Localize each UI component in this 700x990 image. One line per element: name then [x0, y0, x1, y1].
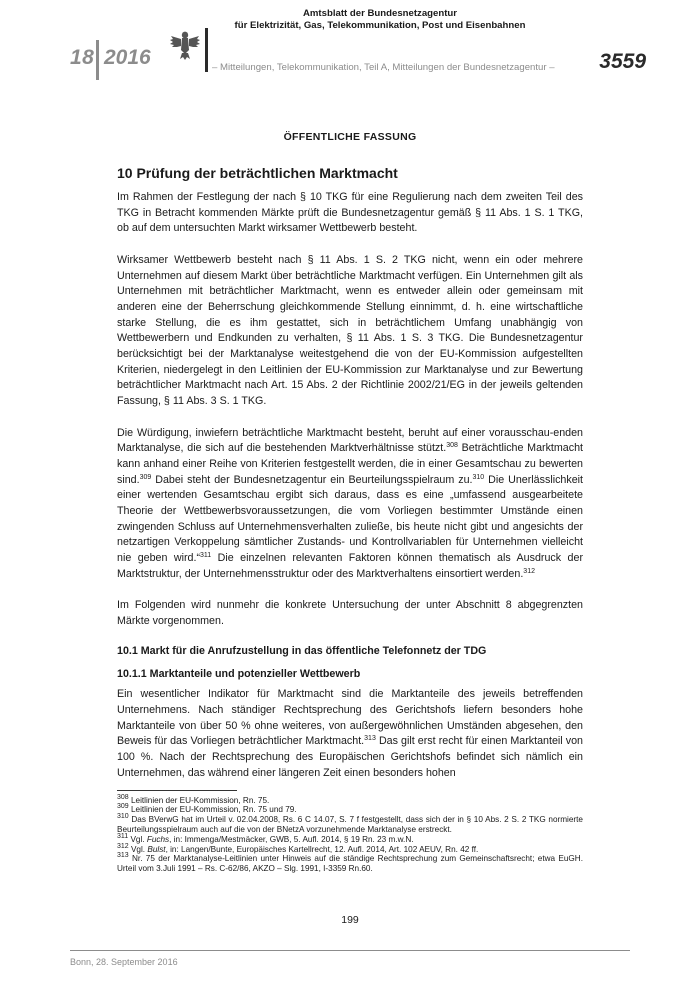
footnote-ref: 309: [139, 473, 152, 481]
issue-year: 2016: [104, 46, 151, 69]
footnote: $^{312}$ Vgl. Bulst, in: Langen/Bunte, Europäisches Kartellrecht, 12. Aufl. 2014, Art. 102 AEUV, Rn. 42 ff.: [117, 842, 479, 854]
footnote-ref: 308: [446, 442, 458, 450]
footnote-ref: 312: [523, 567, 535, 575]
publication-title: Amtsblatt der Bundesnetzagentur: [302, 8, 458, 19]
footnote-ref: 311: [200, 552, 212, 560]
paragraph-4: Im Folgenden wird nunmehr die konkrete Untersuchung der unter Abschnitt 8 abgegrenzten Märkte vorgenommen.: [117, 599, 583, 627]
gazette-page-number: 3559: [599, 50, 646, 73]
section-heading: 10 Prüfung der beträchtlichen Marktmacht: [117, 165, 398, 181]
footnote: $^{313}$ Nr. 75 der Marktanalyse-Leitlinien unter Hinweis auf die ständige Rechtsprechung zum Gemeinschaftsrecht; etwa EuGH. Urteil vom 3.Juli 1991 – Rs. C-62/86, AKZO – Slg. 1991, I-3359 Rn.60.: [117, 852, 583, 874]
footnote-ref: 310: [472, 473, 485, 481]
paragraph-2: Wirksamer Wettbewerb besteht nach § 11 Abs. 1 S. 2 TKG nicht, wenn ein oder mehrere Unternehmen auf diesem Markt über beträchtliche Marktmacht verfügen. Ein Unternehmen gilt als Unternehmen mit beträchtlicher Marktmacht, wenn es entweder allein oder gemeinsam mit anderen eine der Beherrschung gleichkommende Stellung einnimmt, d. h. eine wirtschaftliche starke Stellung, die es ihm gestattet, sich in beträchtlichem Umfang unabhängig von Wettbewerbern und Endkunden zu verhalten, § 11 Abs. 1 S. 3 TKG. Die Bundesnetzagentur berücksichtigt bei der Marktanalyse weitestgehend die von der EU-Kommission aufgestellten Kriterien, niedergelegt in den Leitlinien der EU-Kommission zur Marktanalyse und zur Bewertung beträchtlicher Marktmacht nach Art. 15 Abs. 2 der Richtlinie 2002/21/EG in der jeweils geltenden Fassung, § 11 Abs. 3 S. 1 TKG.: [117, 253, 583, 408]
footnote-separator: [117, 790, 237, 791]
version-label: ÖFFENTLICHE FASSUNG: [283, 131, 417, 143]
footnote: $^{308}$ Leitlinien der EU-Kommission, Rn. 75.: [117, 793, 270, 805]
paragraph-5: Ein wesentlicher Indikator für Marktmacht sind die Marktanteile des jeweils betreffenden Unternehmens. Nach ständiger Rechtsprechung des Gerichtshofs liefern besonders hohe Marktanteile von über 50 % ohne weiteres, von außergewöhnlichen Umständen abgesehen, den Beweis für das Vorliegen beträchtlicher Marktmacht.$^{313}$ Das gilt erst recht für einen Marktanteil von 100 %. Nach der Rechtsprechung des Europäischen Gerichtshofs befindet sich nämlich ein Unternehmen, das während einer längeren Zeit einen besonders hohen: [117, 688, 583, 779]
footer-date: Bonn, 28. September 2016: [70, 957, 178, 967]
subsubsection-heading: 10.1.1 Marktanteile und potenzieller Wettbewerb: [117, 668, 361, 681]
footnote: $^{309}$ Leitlinien der EU-Kommission, Rn. 75 und 79.: [117, 803, 297, 815]
page-number: 199: [341, 914, 359, 926]
footnote: $^{310}$ Das BVerwG hat im Urteil v. 02.04.2008, Rs. 6 C 14.07, S. 7 f festgestellt, dass sich der in § 10 Abs. 2 S. 2 TKG normierte Beurteilungsspielraum auch auf die von der BNetzA vorzunehmende Marktanalyse erstreckt.: [117, 813, 583, 834]
footnote-ref: 313: [364, 735, 376, 743]
publication-subtitle: für Elektrizität, Gas, Telekommunikation, Post und Eisenbahnen: [234, 20, 526, 31]
footnotes: [117, 793, 583, 874]
footer-rule: [70, 950, 630, 951]
subsection-heading: 10.1 Markt für die Anrufzustellung in das öffentliche Telefonnetz der TDG: [117, 645, 487, 658]
header-divider-dark: [205, 28, 208, 72]
paragraph-1: Im Rahmen der Festlegung der nach § 10 TKG für eine Regulierung nach dem zweiten Teil des TKG in Betracht kommenden Märkte prüft die Bundesnetzagentur gemäß § 11 Abs. 1 S. 1 TKG, ob auf dem untersuchten Markt wirksamer Wettbewerb besteht.: [117, 191, 583, 235]
section-subtitle: – Mitteilungen, Telekommunikation, Teil A, Mitteilungen der Bundesnetzagentur –: [212, 62, 555, 73]
footnote: $^{311}$ Vgl. Fuchs, in: Immenga/Mestmäcker, GWB, 5. Aufl. 2014, § 19 Rn. 23 m.w.N.: [117, 832, 414, 844]
header-divider: [96, 40, 99, 80]
paragraph-3: Die Würdigung, inwiefern beträchtliche Marktmacht besteht, beruht auf einer vorausschau-enden Marktanalyse, die sich auf die bestehenden Marktverhältnisse stützt.$^{308}$ Beträchtliche Marktmacht kann anhand einer Reihe von Kriterien festgestellt werden, die in einer Gesamtschau zu bewerten sind.$^{309}$ Dabei steht der Bundesnetzagentur ein Beurteilungsspielraum zu.$^{310}$ Die Unerlässlichkeit einer wertenden Gesamtschau ergibt sich daraus, dass es eine „umfassend ausgearbeitete Theorie der Wettbewerbsvoraussetzungen, die vom Vorliegen bestimmter Umstände einen zwingenden Schluss auf Unternehmensverhalten zuließe, bis heute nicht gibt und angesichts der netzartigen Verkoppelung sämtlicher Zustands- und Kontrollvariablen für Unternehmen vielleicht nie geben wird.“$^{311}$ Die einzelnen relevanten Faktoren können thematisch als Ausdruck der Marktstruktur, der Unternehmensstruktur oder des Marktverhaltens einsortiert werden.$^{312}$: [117, 426, 584, 580]
federal-eagle-icon: [168, 28, 202, 62]
issue-number: 18: [70, 46, 95, 69]
document-body: [117, 131, 583, 874]
